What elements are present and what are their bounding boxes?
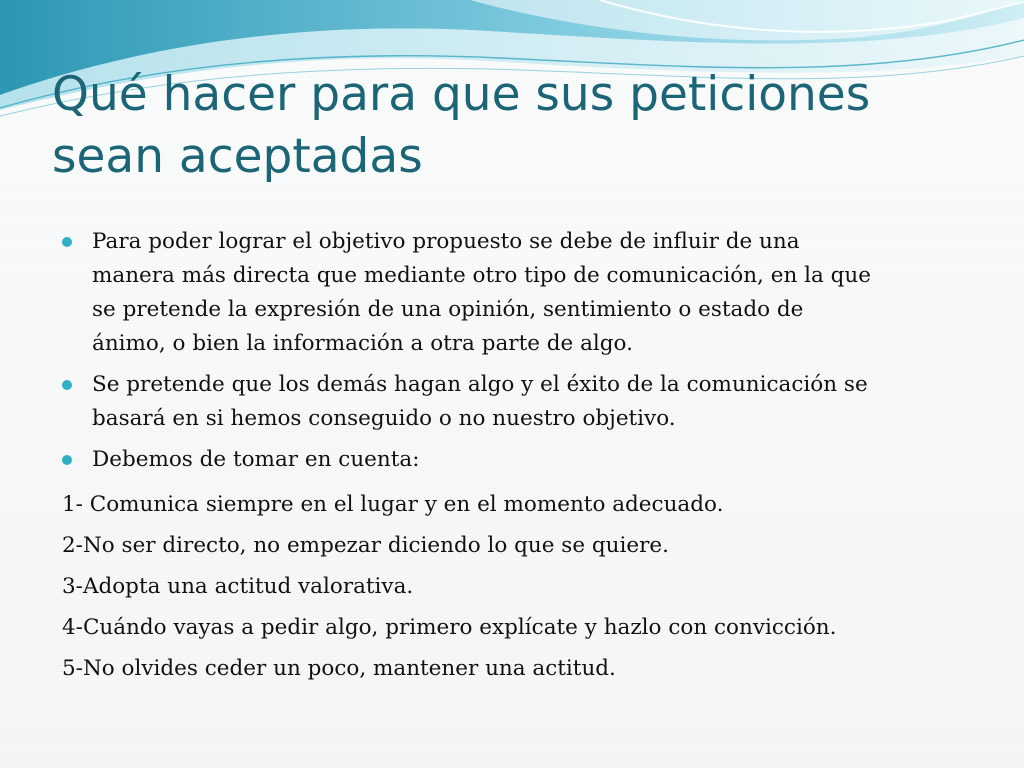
bullet-line: Para poder lograr el objetivo propuesto se debe de influir de una (92, 229, 800, 254)
numbered-item: 1- Comunica siempre en el lugar y en el momento adecuado. (62, 492, 724, 517)
bullet-dot-icon (62, 455, 72, 465)
bullet-item (62, 225, 967, 361)
bullet-line: Debemos de tomar en cuenta: (92, 447, 420, 472)
bullet-line: basará en si hemos conseguido o no nuestro objetivo. (92, 406, 676, 431)
title-line: Qué hacer para que sus peticiones (52, 67, 871, 122)
bullet-line: ánimo, o bien la información a otra parte de algo. (92, 331, 633, 356)
slide-title (52, 64, 982, 188)
numbered-item: 3-Adopta una actitud valorativa. (62, 574, 414, 599)
bullet-line: Se pretende que los demás hagan algo y el éxito de la comunicación se (92, 372, 868, 397)
bullet-dot-icon (62, 380, 72, 390)
numbered-list (62, 484, 967, 689)
bullet-line: se pretende la expresión de una opinión, sentimiento o estado de (92, 297, 804, 322)
title-line: sean aceptadas (52, 129, 423, 184)
bullet-list (62, 225, 967, 484)
numbered-item: 5-No olvides ceder un poco, mantener una actitud. (62, 656, 616, 681)
bullet-item (62, 368, 967, 436)
numbered-item: 4-Cuándo vayas a pedir algo, primero explícate y hazlo con convicción. (62, 615, 837, 640)
bullet-item (62, 443, 967, 477)
bullet-dot-icon (62, 237, 72, 247)
numbered-item: 2-No ser directo, no empezar diciendo lo que se quiere. (62, 533, 669, 558)
bullet-line: manera más directa que mediante otro tipo de comunicación, en la que (92, 263, 871, 288)
